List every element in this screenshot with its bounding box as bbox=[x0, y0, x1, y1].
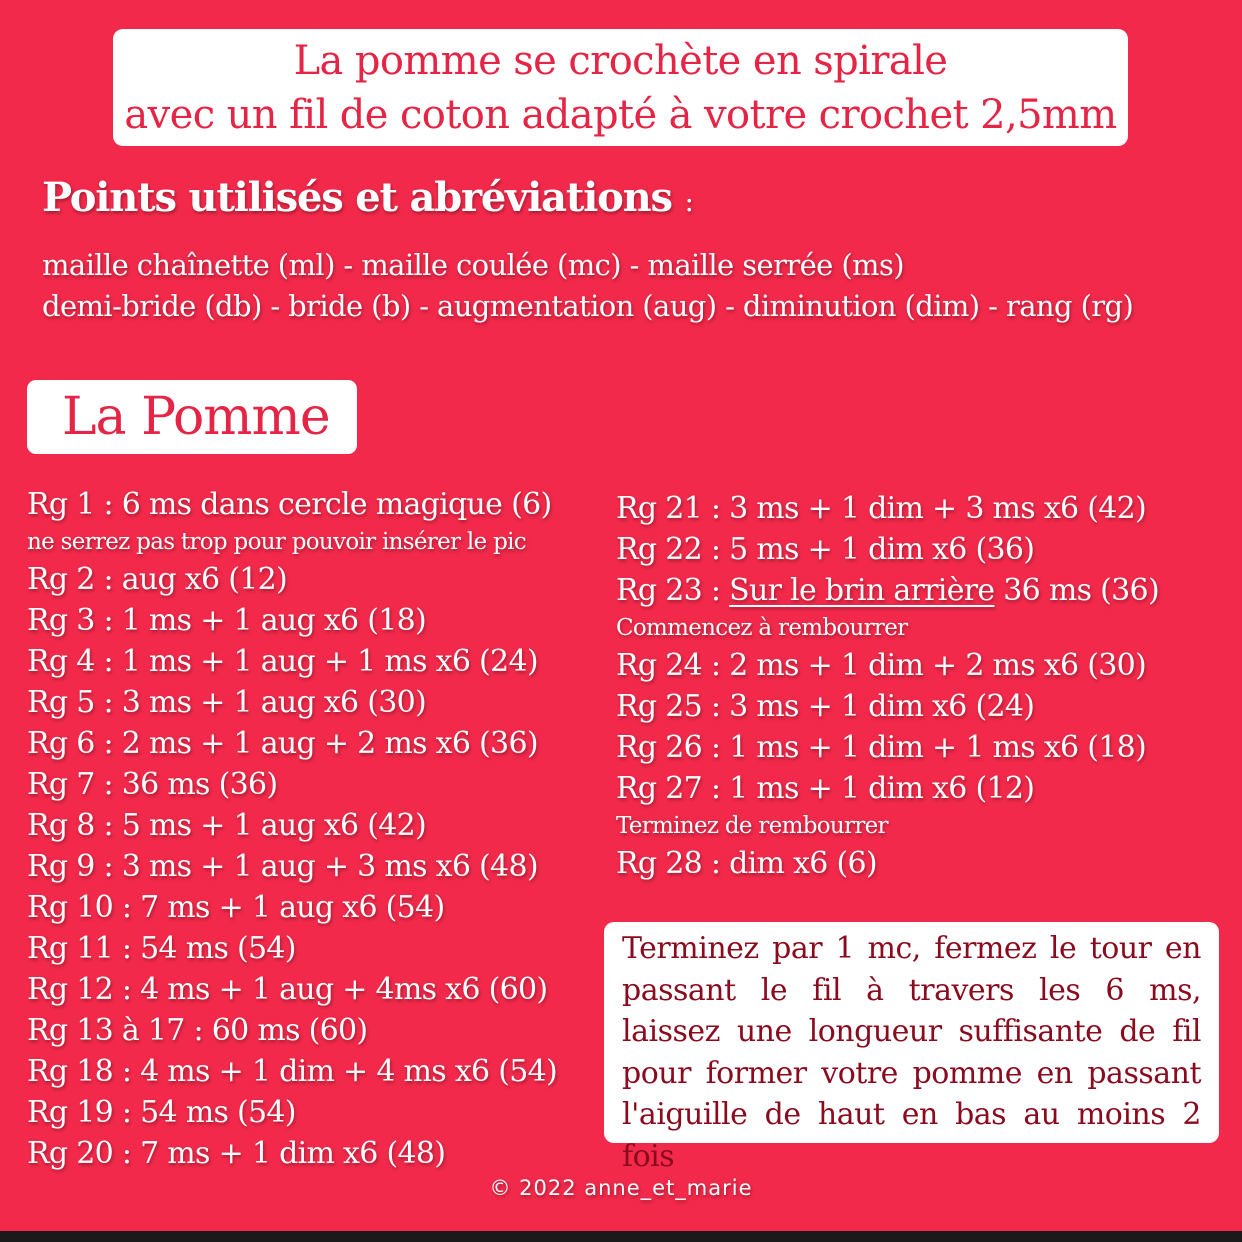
finishing-instructions bbox=[604, 922, 1219, 1174]
row-item: Rg 1 : 6 ms dans cercle magique (6) bbox=[27, 487, 552, 522]
row-item: Rg 18 : 4 ms + 1 dim + 4 ms x6 (54) bbox=[27, 1054, 558, 1089]
row-item: Rg 6 : 2 ms + 1 aug + 2 ms x6 (36) bbox=[27, 726, 538, 761]
note-magic-ring: ne serrez pas trop pour pouvoir insérer le pic bbox=[27, 529, 526, 555]
row-25: Rg 25 : 3 ms + 1 dim x6 (24) bbox=[616, 689, 1035, 724]
finishing-line-1: Terminez par 1 mc, fermez le tour en bbox=[622, 931, 1201, 966]
row-item: Rg 20 : 7 ms + 1 dim x6 (48) bbox=[27, 1136, 446, 1171]
note-finish-stuffing: Terminez de rembourrer bbox=[616, 813, 888, 839]
finishing-line-5: l'aiguille de haut en bas au moins 2 fois bbox=[622, 1097, 1201, 1174]
abbreviations-line-2: demi-bride (db) - bride (b) - augmentation (aug) - diminution (dim) - rang (rg) bbox=[42, 289, 1134, 323]
stitches-heading-text: Points utilisés et abréviations bbox=[42, 174, 672, 221]
row-23-suffix: 36 ms (36) bbox=[994, 573, 1159, 608]
row-23-back-loop: Sur le brin arrière bbox=[729, 573, 995, 608]
rows-right-column bbox=[616, 488, 1159, 884]
section-title: La Pomme bbox=[27, 380, 357, 454]
row-28: Rg 28 : dim x6 (6) bbox=[616, 846, 877, 881]
stitches-heading bbox=[42, 174, 693, 221]
finishing-line-2: passant le fil à travers les 6 ms, bbox=[622, 972, 1201, 1008]
abbreviations-list bbox=[42, 245, 1133, 327]
finishing-line-3: laissez une longueur suffisante de fil bbox=[622, 1014, 1201, 1049]
note-start-stuffing: Commencez à rembourrer bbox=[616, 615, 908, 641]
row-23-prefix: Rg 23 : bbox=[616, 573, 730, 608]
row-26: Rg 26 : 1 ms + 1 dim + 1 ms x6 (18) bbox=[616, 730, 1147, 765]
row-24: Rg 24 : 2 ms + 1 dim + 2 ms x6 (30) bbox=[616, 648, 1147, 683]
row-item: Rg 10 : 7 ms + 1 aug x6 (54) bbox=[27, 890, 445, 925]
row-23 bbox=[616, 570, 1159, 611]
copyright-notice: © 2022 anne_et_marie bbox=[489, 1176, 753, 1200]
row-item: Rg 5 : 3 ms + 1 aug x6 (30) bbox=[27, 685, 427, 720]
rows-left-column bbox=[27, 484, 557, 1174]
intro-line-1: La pomme se crochète en spirale bbox=[293, 38, 948, 84]
intro-banner bbox=[113, 29, 1128, 146]
abbreviations-line-1: maille chaînette (ml) - maille coulée (mc) - maille serrée (ms) bbox=[42, 248, 904, 282]
bottom-edge-bar bbox=[0, 1231, 1242, 1242]
row-item: Rg 4 : 1 ms + 1 aug + 1 ms x6 (24) bbox=[27, 644, 538, 679]
intro-line-2: avec un fil de coton adapté à votre crochet 2,5mm bbox=[124, 92, 1117, 138]
row-item: Rg 9 : 3 ms + 1 aug + 3 ms x6 (48) bbox=[27, 849, 538, 884]
row-item: Rg 11 : 54 ms (54) bbox=[27, 931, 296, 966]
row-21: Rg 21 : 3 ms + 1 dim + 3 ms x6 (42) bbox=[616, 491, 1147, 526]
row-27: Rg 27 : 1 ms + 1 dim x6 (12) bbox=[616, 771, 1035, 806]
row-item: Rg 7 : 36 ms (36) bbox=[27, 767, 278, 802]
row-item: Rg 19 : 54 ms (54) bbox=[27, 1095, 296, 1130]
finishing-line-4: pour former votre pomme en passant bbox=[622, 1055, 1201, 1091]
row-item: Rg 2 : aug x6 (12) bbox=[27, 562, 288, 597]
row-item: Rg 3 : 1 ms + 1 aug x6 (18) bbox=[27, 603, 427, 638]
row-item: Rg 8 : 5 ms + 1 aug x6 (42) bbox=[27, 808, 427, 843]
row-item: Rg 13 à 17 : 60 ms (60) bbox=[27, 1013, 368, 1048]
row-22: Rg 22 : 5 ms + 1 dim x6 (36) bbox=[616, 532, 1035, 567]
stitches-heading-colon: : bbox=[684, 185, 693, 218]
row-item: Rg 12 : 4 ms + 1 aug + 4ms x6 (60) bbox=[27, 972, 548, 1007]
